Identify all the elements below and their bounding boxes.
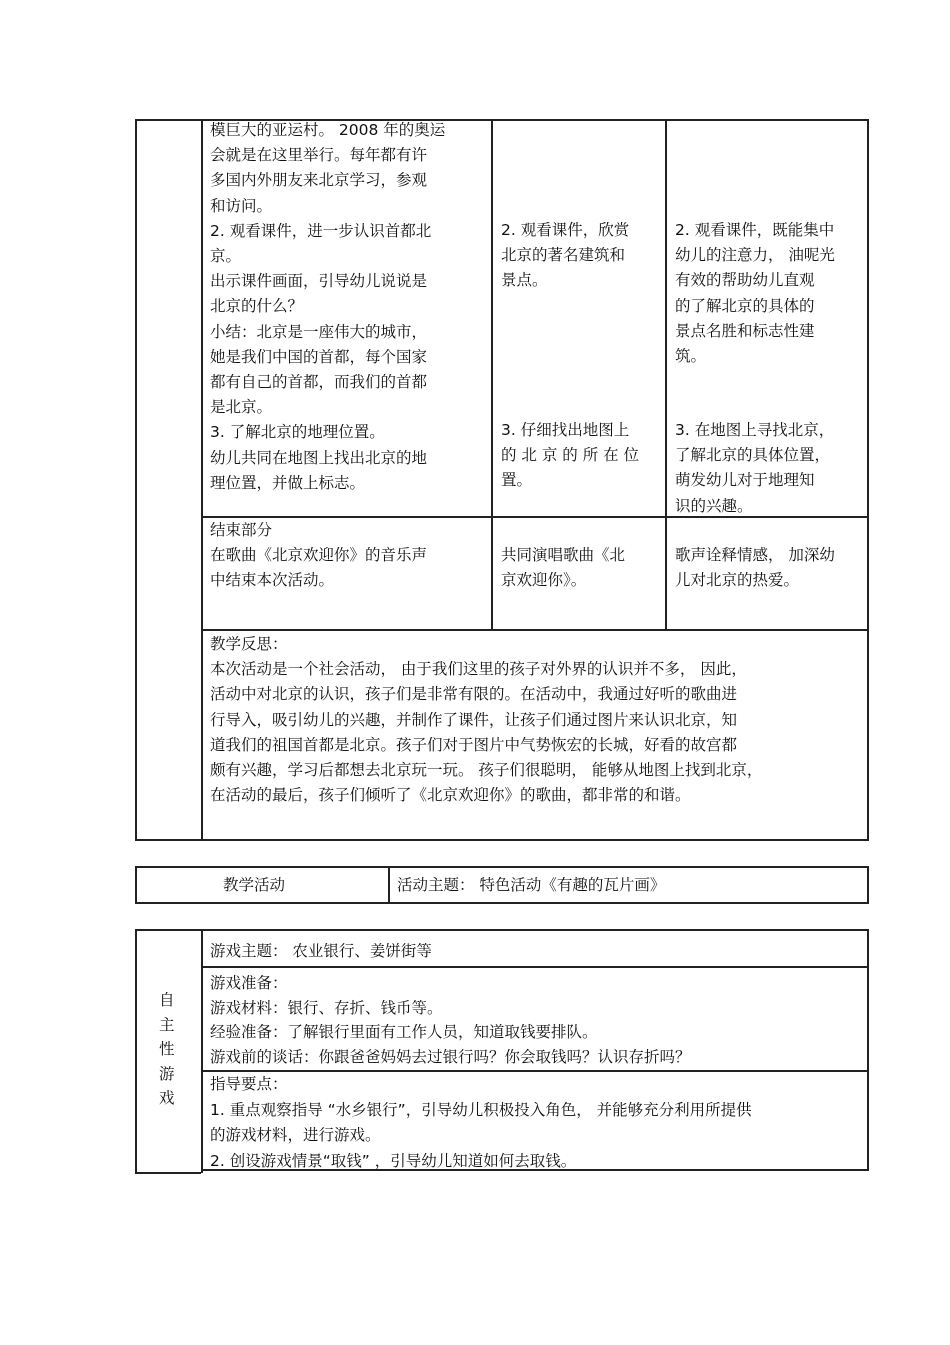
table-border bbox=[867, 119, 869, 840]
text-line: 京。 bbox=[210, 247, 242, 265]
text-line: 的游戏材料，进行游戏。 bbox=[210, 1126, 381, 1144]
table-border bbox=[135, 902, 869, 904]
text-line: 本次活动是一个社会活动， 由于我们这里的孩子对外界的认识并不多， 因此， bbox=[210, 660, 747, 679]
text-line: 筑。 bbox=[675, 347, 707, 365]
text-line: 指导要点： bbox=[210, 1075, 288, 1093]
table-border bbox=[201, 1070, 869, 1072]
text-line: 和访问。 bbox=[210, 196, 273, 215]
table-border bbox=[867, 929, 869, 1170]
table-border bbox=[491, 119, 493, 630]
text-line: 3. 仔细找出地图上 bbox=[501, 421, 630, 439]
table-border bbox=[135, 839, 869, 841]
text-line: 北京的什么？ bbox=[210, 297, 304, 316]
text-line: 小结：北京是一座伟大的城市， bbox=[210, 322, 428, 341]
text-line: 了解北京的具体位置， bbox=[675, 446, 831, 465]
text-line: 教学反思： bbox=[210, 635, 288, 653]
activity-theme: 活动主题： 特色活动《有趣的瓦片画》 bbox=[397, 876, 666, 894]
text-line: 是北京。 bbox=[210, 398, 273, 417]
text-line: 道我们的祖国首都是北京。孩子们对于图片中气势恢宏的长城，好看的故宫都 bbox=[210, 735, 738, 754]
text-line: 1. 重点观察指导 “水乡银行”，引导幼儿积极投入角色， 并能够充分利用所提供 bbox=[210, 1100, 752, 1119]
text-line: 颇有兴趣，学习后都想去北京玩一玩。 孩子们很聪明， 能够从地图上找到北京， bbox=[210, 761, 763, 779]
text-line: 都有自己的首都，而我们的首都 bbox=[210, 373, 428, 391]
table-border bbox=[665, 119, 667, 630]
text-line: 中结束本次活动。 bbox=[210, 571, 335, 590]
table-border bbox=[867, 866, 869, 903]
text-line: 出示课件画面，引导幼儿说说是 bbox=[210, 272, 428, 291]
text-line: 在活动的最后，孩子们倾听了《北京欢迎你》的歌曲，都非常的和谐。 bbox=[210, 786, 691, 805]
side-label-char: 自 bbox=[159, 991, 175, 1009]
text-line: 有效的帮助幼儿直观 bbox=[675, 271, 815, 290]
text-line: 多国内外朋友来北京学习，参观 bbox=[210, 171, 428, 190]
game-theme: 游戏主题： 农业银行、姜饼街等 bbox=[210, 942, 432, 960]
text-line: 游戏材料：银行、存折、钱币等。 bbox=[210, 998, 443, 1017]
text-line: 会就是在这里举行。每年都有许 bbox=[210, 146, 428, 165]
table-border bbox=[201, 629, 869, 631]
side-label-char: 主 bbox=[159, 1015, 175, 1034]
table-border bbox=[135, 1172, 201, 1174]
text-line: 理位置，并做上标志。 bbox=[210, 473, 366, 492]
text-line: 京欢迎你》。 bbox=[501, 571, 587, 590]
text-line: 游戏前的谈话：你跟爸爸妈妈去过银行吗？你会取钱吗？认识存折吗？ bbox=[210, 1047, 691, 1066]
table-border bbox=[135, 929, 137, 1173]
text-line: 在歌曲《北京欢迎你》的音乐声 bbox=[210, 546, 428, 565]
text-line: 2. 观看课件，进一步认识首都北 bbox=[210, 221, 432, 240]
text-line: 经验准备：了解银行里面有工作人员，知道取钱要排队。 bbox=[210, 1023, 598, 1041]
text-line: 游戏准备： bbox=[210, 974, 288, 992]
text-line: 她是我们中国的首都，每个国家 bbox=[210, 347, 428, 366]
text-line: 结束部分 bbox=[210, 521, 273, 539]
table-border bbox=[135, 119, 137, 840]
text-line: 景点。 bbox=[501, 271, 548, 290]
text-line: 2. 观看课件，既能集中 bbox=[675, 221, 835, 239]
text-line: 歌声诠释情感， 加深幼 bbox=[675, 546, 835, 564]
text-line: 的了解北京的具体的 bbox=[675, 296, 815, 315]
text-line: 识的兴趣。 bbox=[675, 496, 753, 515]
text-line: 活动中对北京的认识，孩子们是非常有限的。在活动中，我通过好听的歌曲进 bbox=[210, 685, 738, 704]
text-line: 2. 创设游戏情景“取钱” ，引导幼儿知道如何去取钱。 bbox=[210, 1151, 577, 1170]
table-border bbox=[388, 866, 390, 903]
table-border bbox=[201, 516, 869, 518]
text-line: 置。 bbox=[501, 471, 533, 490]
text-line: 景点名胜和标志性建 bbox=[675, 321, 815, 340]
table-border bbox=[135, 866, 869, 868]
side-label-char: 游 bbox=[159, 1064, 175, 1083]
table-border bbox=[201, 119, 203, 840]
text-line: 3. 了解北京的地理位置。 bbox=[210, 423, 385, 442]
table-border bbox=[135, 866, 137, 903]
text-line: 3. 在地图上寻找北京， bbox=[675, 421, 835, 439]
text-line: 2. 观看课件，欣赏 bbox=[501, 221, 630, 239]
table-border bbox=[201, 929, 203, 1173]
text-line: 的 北 京 的 所 在 位 bbox=[501, 446, 640, 465]
side-label-char: 戏 bbox=[159, 1089, 175, 1107]
text-line: 北京的著名建筑和 bbox=[501, 246, 626, 265]
table-border bbox=[135, 929, 869, 931]
text-line: 幼儿共同在地图上找出北京的地 bbox=[210, 448, 428, 467]
text-line: 共同演唱歌曲《北 bbox=[501, 546, 626, 564]
teaching-activity-label: 教学活动 bbox=[223, 876, 286, 894]
text-line: 模巨大的亚运村。 2008 年的奥运 bbox=[210, 121, 446, 139]
text-line: 幼儿的注意力， 油呢光 bbox=[675, 246, 835, 265]
text-line: 儿对北京的热爱。 bbox=[675, 571, 800, 590]
text-line: 萌发幼儿对于地理知 bbox=[675, 471, 815, 490]
table-border bbox=[201, 966, 869, 968]
text-line: 行导入，吸引幼儿的兴趣，并制作了课件，让孩子们通过图片来认识北京，知 bbox=[210, 710, 738, 729]
side-label-char: 性 bbox=[159, 1040, 175, 1058]
